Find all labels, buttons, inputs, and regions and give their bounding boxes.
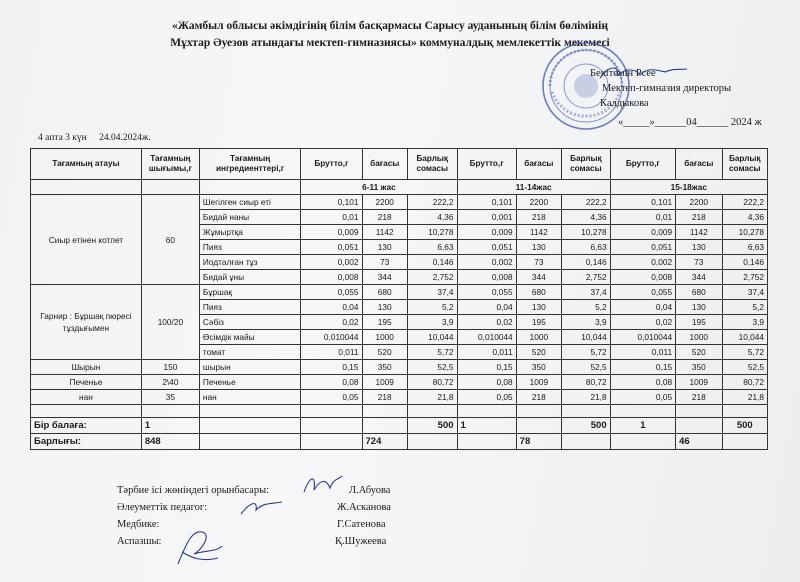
table-cell	[407, 405, 457, 418]
table-cell	[141, 405, 199, 418]
table-cell: 78	[516, 434, 561, 450]
table-cell: 5,72	[562, 345, 611, 360]
table-cell: 0,011	[457, 345, 516, 360]
table-cell: 0,011	[301, 345, 362, 360]
table-cell: 1009	[516, 375, 561, 390]
table-cell: 344	[516, 270, 561, 285]
table-cell: 1009	[676, 375, 722, 390]
table-cell	[610, 405, 675, 418]
table-row	[31, 390, 768, 405]
table-cell: 195	[676, 315, 722, 330]
ingredient-name: Сәбіз	[199, 315, 300, 330]
dish-name: Печенье	[31, 375, 142, 390]
table-cell: 0,146	[407, 255, 457, 270]
signature-name: Қ.Шужеева	[335, 536, 387, 547]
signature-role: Әлеуметтік педагог:	[117, 502, 208, 513]
table-cell: 10,044	[722, 330, 767, 345]
table-cell: 1000	[676, 330, 722, 345]
column-header: Брутто,г	[301, 149, 362, 180]
table-cell: 0,010044	[301, 330, 362, 345]
table-cell: 195	[362, 315, 407, 330]
table-row	[31, 375, 768, 390]
abuova-signature	[300, 472, 345, 498]
director-signature	[595, 62, 690, 84]
table-cell	[610, 434, 675, 450]
table-cell: 6,63	[407, 240, 457, 255]
table-cell	[362, 405, 407, 418]
table-cell: 2200	[362, 195, 407, 210]
table-cell: 222,2	[562, 195, 611, 210]
table-cell: 3,9	[562, 315, 611, 330]
signature-role: Аспазшы:	[117, 536, 162, 547]
table-cell: 0,009	[610, 225, 675, 240]
table-cell: 0,051	[457, 240, 516, 255]
table-cell: 21,8	[722, 390, 767, 405]
table-cell	[676, 405, 722, 418]
table-cell: 724	[362, 434, 407, 450]
table-cell: 222,2	[722, 195, 767, 210]
table-cell: 848	[141, 434, 199, 450]
table-cell: 0,101	[610, 195, 675, 210]
table-cell	[457, 405, 516, 418]
table-cell	[301, 405, 362, 418]
table-cell: 130	[362, 300, 407, 315]
header-line-1: «Жамбыл облысы әкімдігінің білім басқармасы Сарысу ауданының білім бөлімінің	[172, 20, 608, 32]
table-cell: 0,002	[457, 255, 516, 270]
table-cell: 1142	[676, 225, 722, 240]
table-cell: 130	[676, 300, 722, 315]
approval-line-2: Мектеп-гимназия директоры	[602, 83, 732, 94]
column-header: Барлық сомасы	[562, 149, 611, 180]
age-group-label: 11-14жас	[457, 180, 610, 195]
table-cell: 2200	[516, 195, 561, 210]
table-cell: 1142	[362, 225, 407, 240]
table-cell: 21,8	[562, 390, 611, 405]
table-cell: 0,101	[457, 195, 516, 210]
dish-yield: 2\40	[141, 375, 199, 390]
dish-yield: 100/20	[141, 285, 199, 360]
table-cell: 0,05	[457, 390, 516, 405]
table-cell: 0,08	[610, 375, 675, 390]
table-cell: 0,15	[301, 360, 362, 375]
table-cell: 218	[676, 210, 722, 225]
table-cell: 1	[141, 418, 199, 434]
table-cell: 0,002	[610, 255, 675, 270]
ingredient-name: нан	[199, 390, 300, 405]
table-cell: 0,146	[562, 255, 611, 270]
ingredient-name: Печенье	[199, 375, 300, 390]
table-cell: 0,02	[610, 315, 675, 330]
table-cell: 0,01	[610, 210, 675, 225]
column-header: Тағамның ингредиенттері,г	[199, 149, 300, 180]
table-cell	[362, 418, 407, 434]
table-cell: 0,011	[610, 345, 675, 360]
signature-role: Медбике:	[117, 519, 160, 530]
table-cell: 73	[516, 255, 561, 270]
table-cell: 6,63	[562, 240, 611, 255]
table-cell: 520	[516, 345, 561, 360]
table-cell: 0,009	[457, 225, 516, 240]
table-cell: 80,72	[407, 375, 457, 390]
table-cell: 0,009	[301, 225, 362, 240]
table-cell: 130	[516, 300, 561, 315]
table-cell	[141, 180, 199, 195]
table-cell: 73	[676, 255, 722, 270]
table-cell: 350	[676, 360, 722, 375]
age-group-row	[31, 180, 768, 195]
column-header: Барлық сомасы	[407, 149, 457, 180]
ingredient-name: Жұмыртқа	[199, 225, 300, 240]
total-label: Барлығы:	[31, 434, 142, 450]
table-cell: 3,9	[407, 315, 457, 330]
age-group-label: 15-18жас	[610, 180, 767, 195]
table-cell: 0,008	[301, 270, 362, 285]
column-header: Брутто,г	[457, 149, 516, 180]
table-cell: 0,04	[301, 300, 362, 315]
ingredient-name: Пияз	[199, 240, 300, 255]
table-cell: 218	[516, 390, 561, 405]
table-cell	[562, 405, 611, 418]
table-cell	[516, 418, 561, 434]
table-cell: 130	[516, 240, 561, 255]
table-cell: 1	[610, 418, 675, 434]
table-cell: 4,36	[407, 210, 457, 225]
table-cell: 130	[362, 240, 407, 255]
per-child-row	[31, 418, 768, 434]
table-cell	[301, 434, 362, 450]
table-cell: 0,010044	[610, 330, 675, 345]
table-cell: 350	[362, 360, 407, 375]
table-cell: 5,2	[407, 300, 457, 315]
table-cell: 520	[362, 345, 407, 360]
column-header: бағасы	[362, 149, 407, 180]
dish-yield: 35	[141, 390, 199, 405]
table-cell: 218	[362, 210, 407, 225]
table-cell: 0,02	[301, 315, 362, 330]
table-cell: 0,05	[610, 390, 675, 405]
table-cell: 0,002	[301, 255, 362, 270]
table-cell: 10,278	[722, 225, 767, 240]
table-cell	[407, 434, 457, 450]
table-cell: 0,051	[610, 240, 675, 255]
table-cell: 1000	[516, 330, 561, 345]
dish-yield: 60	[141, 195, 199, 285]
table-cell: 2200	[676, 195, 722, 210]
approval-date: «_____»______04______ 2024 ж	[618, 117, 762, 128]
table-cell	[199, 418, 300, 434]
table-cell: 5,72	[407, 345, 457, 360]
table-cell: 0,008	[457, 270, 516, 285]
table-cell: 0,01	[301, 210, 362, 225]
table-cell: 37,4	[562, 285, 611, 300]
column-header: бағасы	[676, 149, 722, 180]
table-cell: 0,05	[301, 390, 362, 405]
table-cell: 3,9	[722, 315, 767, 330]
table-cell: 344	[676, 270, 722, 285]
table-cell: 0,04	[457, 300, 516, 315]
table-cell: 0,001	[457, 210, 516, 225]
age-group-label: 6-11 жас	[301, 180, 457, 195]
table-cell: 0,146	[722, 255, 767, 270]
table-cell: 0,02	[457, 315, 516, 330]
signature-name: Ж.Асканова	[337, 502, 391, 513]
table-cell: 10,044	[407, 330, 457, 345]
table-cell	[722, 405, 767, 418]
table-cell: 21,8	[407, 390, 457, 405]
table-cell	[199, 434, 300, 450]
dish-yield: 150	[141, 360, 199, 375]
signature-name: Л.Абуова	[349, 485, 391, 496]
table-cell: 500	[722, 418, 767, 434]
table-cell: 500	[562, 418, 611, 434]
table-cell: 500	[407, 418, 457, 434]
week-day: 4 апта 3 күн	[38, 133, 87, 143]
table-cell: 37,4	[407, 285, 457, 300]
table-cell	[31, 405, 142, 418]
table-cell: 218	[516, 210, 561, 225]
blank-row	[31, 405, 768, 418]
ingredient-name: Бидай ұны	[199, 270, 300, 285]
signature-role: Тәрбие ісі жөніндегі орынбасары:	[117, 485, 270, 496]
approval-line-3: Калдыкова	[600, 98, 649, 109]
table-cell: 46	[676, 434, 722, 450]
table-row	[31, 360, 768, 375]
table-cell: 0,08	[457, 375, 516, 390]
table-cell: 0,08	[301, 375, 362, 390]
table-cell: 1	[457, 418, 516, 434]
menu-meta	[38, 133, 161, 143]
table-cell: 2,752	[562, 270, 611, 285]
dish-name: Шырын	[31, 360, 142, 375]
ingredient-name: томат	[199, 345, 300, 360]
dish-name: Сиыр етінен котлет	[31, 195, 142, 285]
table-cell: 5,2	[562, 300, 611, 315]
table-cell: 52,5	[407, 360, 457, 375]
per-child-label: Бір балаға:	[31, 418, 142, 434]
table-row	[31, 195, 768, 210]
table-cell: 0,055	[457, 285, 516, 300]
table-cell: 680	[516, 285, 561, 300]
ingredient-name: Шегілген сиыр еті	[199, 195, 300, 210]
table-cell: 0,15	[457, 360, 516, 375]
table-cell: 2,752	[722, 270, 767, 285]
table-cell	[31, 180, 142, 195]
table-cell	[722, 434, 767, 450]
table-cell: 4,36	[562, 210, 611, 225]
table-cell: 218	[676, 390, 722, 405]
approval-line-1: Бекітемін Рсее	[590, 68, 656, 79]
table-cell	[301, 418, 362, 434]
table-cell: 350	[516, 360, 561, 375]
table-cell: 10,278	[562, 225, 611, 240]
column-header: Тағамның шығымы,г	[141, 149, 199, 180]
table-cell	[199, 180, 300, 195]
table-cell: 222,2	[407, 195, 457, 210]
table-cell: 0,051	[301, 240, 362, 255]
ingredient-name: Бидай наны	[199, 210, 300, 225]
table-row	[31, 285, 768, 300]
ingredient-name: Өсімдік майы	[199, 330, 300, 345]
table-cell	[457, 434, 516, 450]
dish-name: Гарнир : Бұршақ пюресі тұздығымен	[31, 285, 142, 360]
table-cell: 80,72	[562, 375, 611, 390]
table-cell	[516, 405, 561, 418]
total-row	[31, 434, 768, 450]
table-cell: 52,5	[722, 360, 767, 375]
table-cell: 0,15	[610, 360, 675, 375]
table-cell: 80,72	[722, 375, 767, 390]
column-header: Брутто,г	[610, 149, 675, 180]
table-cell: 6,63	[722, 240, 767, 255]
menu-table	[30, 148, 768, 450]
table-cell: 0,008	[610, 270, 675, 285]
table-cell: 680	[676, 285, 722, 300]
table-cell: 52,5	[562, 360, 611, 375]
table-cell	[562, 434, 611, 450]
table-cell: 680	[362, 285, 407, 300]
table-cell: 1142	[516, 225, 561, 240]
table-cell: 2,752	[407, 270, 457, 285]
table-cell: 1009	[362, 375, 407, 390]
ingredient-name: Иодталған тұз	[199, 255, 300, 270]
table-cell: 0,055	[610, 285, 675, 300]
askanova-signature	[238, 496, 286, 518]
table-cell: 10,278	[407, 225, 457, 240]
column-header: бағасы	[516, 149, 561, 180]
table-cell: 344	[362, 270, 407, 285]
ingredient-name: Пияз	[199, 300, 300, 315]
table-header-row	[31, 149, 768, 180]
table-cell: 1000	[362, 330, 407, 345]
table-cell	[199, 405, 300, 418]
table-cell	[676, 418, 722, 434]
table-cell: 10,044	[562, 330, 611, 345]
table-cell: 218	[362, 390, 407, 405]
table-cell: 0,04	[610, 300, 675, 315]
header-line-2: Мұхтар Әуезов атындағы мектеп-гимназиясы» коммуналдық мемлекеттік мекемесі	[170, 37, 610, 49]
ingredient-name: Бұршақ	[199, 285, 300, 300]
table-cell: 73	[362, 255, 407, 270]
table-cell: 520	[676, 345, 722, 360]
menu-date: 24.04.2024ж.	[99, 133, 151, 143]
table-cell: 37,4	[722, 285, 767, 300]
table-cell: 195	[516, 315, 561, 330]
ingredient-name: шырын	[199, 360, 300, 375]
table-cell: 4,36	[722, 210, 767, 225]
table-cell: 130	[676, 240, 722, 255]
dish-name: нан	[31, 390, 142, 405]
shuzheeva-signature	[172, 524, 227, 570]
column-header: Барлық сомасы	[722, 149, 767, 180]
table-cell: 5,72	[722, 345, 767, 360]
table-cell: 0,101	[301, 195, 362, 210]
column-header: Тағамның атауы	[31, 149, 142, 180]
signature-name: Г.Сатенова	[337, 519, 386, 530]
table-cell: 0,010044	[457, 330, 516, 345]
table-cell: 5,2	[722, 300, 767, 315]
table-cell: 0,055	[301, 285, 362, 300]
